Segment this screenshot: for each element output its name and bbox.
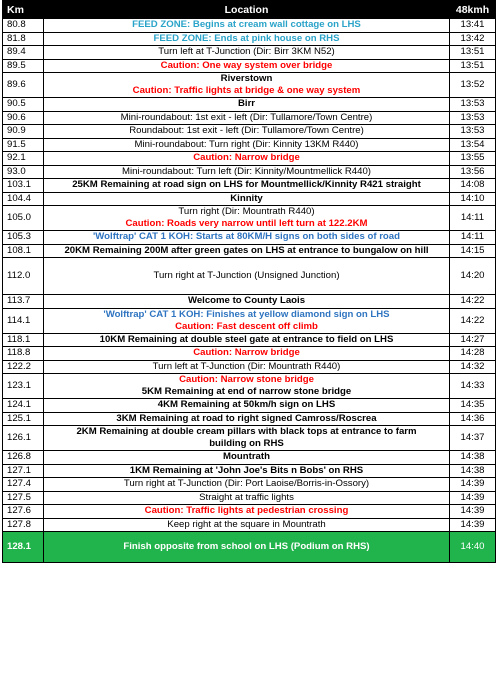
header-km: Km bbox=[3, 1, 44, 19]
location-text: 25KM Remaining at road sign on LHS for Mountmellick/Kinnity R421 straight bbox=[72, 179, 421, 191]
location-cell bbox=[44, 464, 450, 478]
time-cell: 13:53 bbox=[450, 111, 496, 125]
km-cell: 93.0 bbox=[3, 165, 44, 179]
route-table bbox=[2, 0, 496, 563]
location-cell bbox=[44, 399, 450, 413]
location-cell bbox=[44, 295, 450, 309]
km-cell: 118.1 bbox=[3, 333, 44, 347]
location-cell bbox=[44, 19, 450, 33]
location-text: 'Wolftrap' CAT 1 KOH: Starts at 80KM/H signs on both sides of road bbox=[93, 231, 400, 243]
location-text: Caution: Narrow bridge bbox=[193, 347, 300, 359]
km-cell: 89.6 bbox=[3, 73, 44, 98]
km-cell: 126.1 bbox=[3, 426, 44, 451]
table-row bbox=[3, 426, 496, 451]
table-row bbox=[3, 374, 496, 399]
location-text: Turn right at T-Junction (Unsigned Junction) bbox=[153, 270, 340, 282]
time-cell: 14:40 bbox=[450, 532, 496, 563]
location-text: FEED ZONE: Begins at cream wall cottage on LHS bbox=[132, 19, 361, 31]
table-row bbox=[3, 505, 496, 519]
km-cell: 90.9 bbox=[3, 125, 44, 139]
km-cell: 128.1 bbox=[3, 532, 44, 563]
location-cell bbox=[44, 244, 450, 258]
time-cell: 13:55 bbox=[450, 152, 496, 166]
time-cell: 13:52 bbox=[450, 73, 496, 98]
location-text: Keep right at the square in Mountrath bbox=[167, 518, 326, 530]
location-cell bbox=[44, 179, 450, 193]
header-row bbox=[3, 1, 496, 19]
table-row bbox=[3, 244, 496, 258]
table-row bbox=[3, 111, 496, 125]
location-cell bbox=[44, 258, 450, 295]
table-row bbox=[3, 295, 496, 309]
location-text: Riverstown bbox=[220, 73, 273, 85]
time-cell: 14:39 bbox=[450, 505, 496, 519]
location-cell bbox=[44, 518, 450, 532]
header-speed: 48kmh bbox=[450, 1, 496, 19]
location-text: Caution: Traffic lights at bridge & one way system bbox=[132, 85, 361, 96]
km-cell: 123.1 bbox=[3, 374, 44, 399]
km-cell: 114.1 bbox=[3, 308, 44, 333]
km-cell: 112.0 bbox=[3, 258, 44, 295]
km-cell: 105.3 bbox=[3, 231, 44, 245]
location-text: Mini-roundabout: Turn right (Dir: Kinnity 13KM R440) bbox=[134, 138, 359, 150]
location-cell bbox=[44, 347, 450, 361]
km-cell: 103.1 bbox=[3, 179, 44, 193]
location-text: 4KM Remaining at 50km/h sign on LHS bbox=[157, 399, 336, 411]
time-cell: 14:39 bbox=[450, 518, 496, 532]
location-text: Caution: One way system over bridge bbox=[160, 59, 333, 71]
location-cell bbox=[44, 73, 450, 98]
time-cell: 14:11 bbox=[450, 206, 496, 231]
table-row bbox=[3, 412, 496, 426]
table-row bbox=[3, 32, 496, 46]
location-cell bbox=[44, 505, 450, 519]
location-cell bbox=[44, 308, 450, 333]
location-cell bbox=[44, 491, 450, 505]
finish-row bbox=[3, 532, 496, 563]
location-cell bbox=[44, 165, 450, 179]
location-cell bbox=[44, 451, 450, 465]
location-text: Caution: Fast descent off climb bbox=[175, 320, 318, 332]
location-text: Mountrath bbox=[223, 451, 270, 463]
location-text: Kinnity bbox=[230, 192, 263, 204]
time-cell: 14:39 bbox=[450, 478, 496, 492]
location-cell bbox=[44, 478, 450, 492]
time-cell: 13:53 bbox=[450, 98, 496, 112]
km-cell: 90.5 bbox=[3, 98, 44, 112]
location-text: Caution: Traffic lights at pedestrian crossing bbox=[144, 505, 349, 517]
location-cell bbox=[44, 374, 450, 399]
km-cell: 90.6 bbox=[3, 111, 44, 125]
location-cell bbox=[44, 532, 450, 563]
table-row bbox=[3, 98, 496, 112]
location-cell bbox=[44, 152, 450, 166]
table-row bbox=[3, 491, 496, 505]
km-cell: 91.5 bbox=[3, 138, 44, 152]
table-row bbox=[3, 308, 496, 333]
location-cell bbox=[44, 360, 450, 374]
km-cell: 92.1 bbox=[3, 152, 44, 166]
location-text: FEED ZONE: Ends at pink house on RHS bbox=[153, 32, 340, 44]
location-cell bbox=[44, 206, 450, 231]
location-text: 2KM Remaining at double cream pillars with black tops at entrance to farm bbox=[76, 426, 417, 438]
time-cell: 14:37 bbox=[450, 426, 496, 451]
table-row bbox=[3, 360, 496, 374]
km-cell: 104.4 bbox=[3, 192, 44, 206]
km-cell: 127.6 bbox=[3, 505, 44, 519]
km-cell: 80.8 bbox=[3, 19, 44, 33]
location-text: Turn right (Dir: Mountrath R440) bbox=[178, 206, 315, 218]
time-cell: 14:22 bbox=[450, 308, 496, 333]
table-row bbox=[3, 231, 496, 245]
location-cell bbox=[44, 412, 450, 426]
km-cell: 126.8 bbox=[3, 451, 44, 465]
km-cell: 124.1 bbox=[3, 399, 44, 413]
location-text: 1KM Remaining at 'John Joe's Bits n Bobs' on RHS bbox=[129, 464, 364, 476]
location-text: Mini-roundabout: 1st exit - left (Dir: Tullamore/Town Centre) bbox=[120, 111, 373, 123]
location-cell bbox=[44, 111, 450, 125]
location-text: Turn right at T-Junction (Dir: Port Laoise/Borris-in-Ossory) bbox=[123, 478, 370, 490]
table-row bbox=[3, 518, 496, 532]
table-row bbox=[3, 258, 496, 295]
table-row bbox=[3, 333, 496, 347]
time-cell: 14:38 bbox=[450, 451, 496, 465]
km-cell: 125.1 bbox=[3, 412, 44, 426]
location-cell bbox=[44, 333, 450, 347]
time-cell: 14:15 bbox=[450, 244, 496, 258]
table-row bbox=[3, 464, 496, 478]
location-cell bbox=[44, 46, 450, 60]
table-row bbox=[3, 19, 496, 33]
time-cell: 14:36 bbox=[450, 412, 496, 426]
time-cell: 13:54 bbox=[450, 138, 496, 152]
km-cell: 127.5 bbox=[3, 491, 44, 505]
location-text: building on RHS bbox=[209, 438, 284, 449]
km-cell: 122.2 bbox=[3, 360, 44, 374]
time-cell: 13:51 bbox=[450, 59, 496, 73]
location-text: Mini-roundabout: Turn left (Dir: Kinnity/Mountmellick R440) bbox=[121, 165, 371, 177]
location-cell bbox=[44, 192, 450, 206]
location-text: Turn left at T-Junction (Dir: Birr 3KM N52) bbox=[158, 46, 335, 58]
table-row bbox=[3, 451, 496, 465]
time-cell: 13:56 bbox=[450, 165, 496, 179]
time-cell: 13:42 bbox=[450, 32, 496, 46]
location-text: 3KM Remaining at road to right signed Camross/Roscrea bbox=[116, 412, 377, 424]
location-text: Caution: Roads very narrow until left turn at 122.2KM bbox=[125, 218, 368, 229]
time-cell: 13:53 bbox=[450, 125, 496, 139]
time-cell: 14:20 bbox=[450, 258, 496, 295]
location-text: Birr bbox=[237, 98, 256, 110]
time-cell: 13:41 bbox=[450, 19, 496, 33]
location-cell bbox=[44, 426, 450, 451]
header-location: Location bbox=[44, 1, 450, 19]
table-row bbox=[3, 73, 496, 98]
km-cell: 113.7 bbox=[3, 295, 44, 309]
time-cell: 14:27 bbox=[450, 333, 496, 347]
km-cell: 108.1 bbox=[3, 244, 44, 258]
time-cell: 14:08 bbox=[450, 179, 496, 193]
location-cell bbox=[44, 98, 450, 112]
time-cell: 14:38 bbox=[450, 464, 496, 478]
location-text: Welcome to County Laois bbox=[187, 295, 306, 307]
location-cell bbox=[44, 231, 450, 245]
table-row bbox=[3, 399, 496, 413]
table-row bbox=[3, 206, 496, 231]
location-text: 10KM Remaining at double steel gate at entrance to field on LHS bbox=[99, 333, 394, 345]
location-text: Caution: Narrow bridge bbox=[193, 152, 300, 164]
table-row bbox=[3, 165, 496, 179]
table-row bbox=[3, 152, 496, 166]
location-cell bbox=[44, 125, 450, 139]
location-text: Turn left at T-Junction (Dir: Mountrath R440) bbox=[152, 360, 341, 372]
location-cell bbox=[44, 59, 450, 73]
location-text: 'Wolftrap' CAT 1 KOH: Finishes at yellow diamond sign on LHS bbox=[103, 308, 390, 320]
table-row bbox=[3, 125, 496, 139]
location-text: Roundabout: 1st exit - left (Dir: Tullamore/Town Centre) bbox=[129, 125, 364, 137]
location-cell bbox=[44, 32, 450, 46]
km-cell: 127.1 bbox=[3, 464, 44, 478]
table-row bbox=[3, 179, 496, 193]
time-cell: 14:32 bbox=[450, 360, 496, 374]
location-text: Straight at traffic lights bbox=[199, 491, 294, 503]
table-row bbox=[3, 46, 496, 60]
table-row bbox=[3, 478, 496, 492]
km-cell: 81.8 bbox=[3, 32, 44, 46]
km-cell: 127.8 bbox=[3, 518, 44, 532]
km-cell: 127.4 bbox=[3, 478, 44, 492]
location-cell bbox=[44, 138, 450, 152]
location-text: Caution: Narrow stone bridge bbox=[179, 374, 314, 386]
km-cell: 89.5 bbox=[3, 59, 44, 73]
table-row bbox=[3, 138, 496, 152]
time-cell: 14:33 bbox=[450, 374, 496, 399]
time-cell: 13:51 bbox=[450, 46, 496, 60]
km-cell: 89.4 bbox=[3, 46, 44, 60]
table-row bbox=[3, 192, 496, 206]
time-cell: 14:28 bbox=[450, 347, 496, 361]
time-cell: 14:39 bbox=[450, 491, 496, 505]
time-cell: 14:10 bbox=[450, 192, 496, 206]
km-cell: 118.8 bbox=[3, 347, 44, 361]
time-cell: 14:22 bbox=[450, 295, 496, 309]
location-text: Finish opposite from school on LHS (Podium on RHS) bbox=[123, 541, 370, 553]
time-cell: 14:11 bbox=[450, 231, 496, 245]
time-cell: 14:35 bbox=[450, 399, 496, 413]
location-text: 20KM Remaining 200M after green gates on LHS at entrance to bungalow on hill bbox=[64, 244, 429, 256]
table-row bbox=[3, 59, 496, 73]
km-cell: 105.0 bbox=[3, 206, 44, 231]
location-text: 5KM Remaining at end of narrow stone bridge bbox=[141, 386, 352, 397]
table-row bbox=[3, 347, 496, 361]
